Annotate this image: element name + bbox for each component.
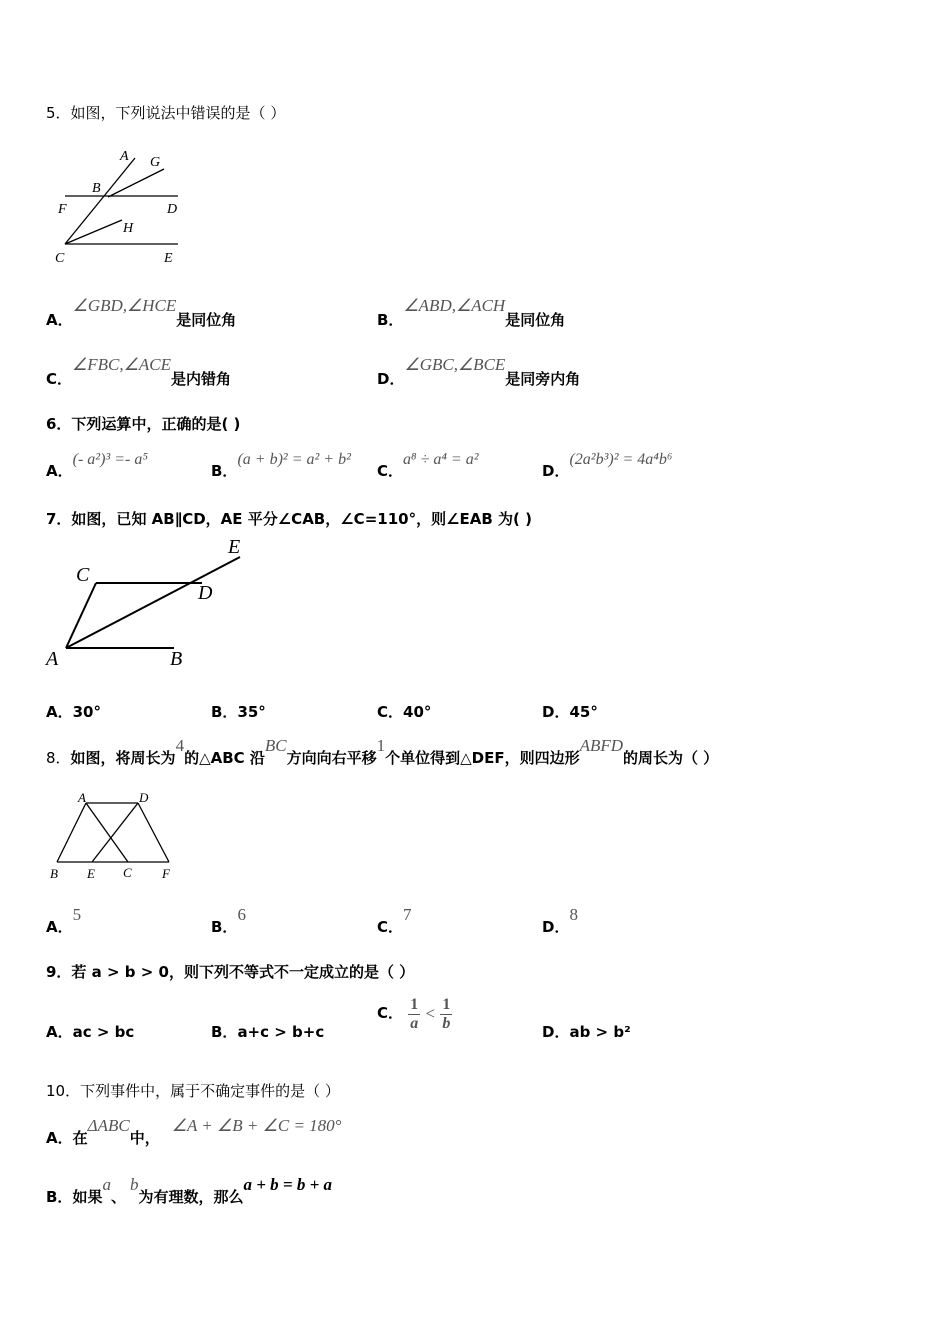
q10-stem: 10．下列事件中，属于不确定事件的是（ ） [46,1082,340,1100]
q5-figure [50,142,200,270]
q10-option-a: A．在ΔABC中，∠A + ∠B + ∠C = 180° [46,1116,342,1147]
q6-option-c: C．a⁸ ÷ a⁴ = a² [377,451,479,480]
label-c: C [76,564,90,586]
label-d: D [139,790,149,805]
q9-option-d: D．ab > b² [542,1023,631,1041]
line-ac [86,803,128,862]
q7-option-d: D．45° [542,703,598,721]
label-a: A [46,648,59,670]
label-e: E [164,251,173,266]
q5-stem: 5．如图，下列说法中错误的是（ ） [46,104,286,122]
q7-option-b: B．35° [211,703,266,721]
q10-option-b: B．如果a、b为有理数，那么a + b = b + a [46,1175,333,1206]
q9-option-c: C． $\frac{1}{a}$ < $\frac{1}{b}$ [377,996,451,1032]
label-b: B [92,181,101,196]
q7-option-a: A．30° [46,703,101,721]
q5-option-a: A．∠GBD,∠HCE是同位角 [46,296,237,329]
label-c: C [123,865,132,880]
q7-figure [44,535,254,675]
label-a: A [120,149,129,164]
line-ac [66,583,96,648]
q8-option-a: A．5 [46,905,82,936]
line-ae [66,557,240,648]
fraction-1-over-a: $\frac{1}{a}$ [410,996,419,1032]
q9-option-b: B．a+c > b+c [211,1023,325,1041]
line-ch [65,220,122,244]
q5-option-c: C．∠FBC,∠ACE是内错角 [46,355,231,388]
label-b: B [50,866,58,881]
label-g: G [150,155,161,170]
label-h: H [123,221,134,236]
q5-option-d: D．∠GBC,∠BCE是同旁内角 [377,355,581,388]
q7-stem: 7．如图，已知 AB∥CD，AE 平分∠CAB，∠C=110°，则∠EAB 为( ) [46,510,532,528]
q6-option-b: B．(a + b)² = a² + b² [211,451,351,480]
q9-stem: 9．若 a > b > 0，则下列不等式不一定成立的是（ ） [46,963,415,981]
label-b: B [170,648,183,670]
label-a: A [78,790,86,805]
label-e: E [87,866,95,881]
label-d: D [167,202,178,217]
label-d: D [198,582,213,604]
line-bg [108,169,164,197]
line-df [138,803,169,862]
q6-option-d: D．(2a²b³)² = 4a⁴b⁶ [542,451,673,480]
line-ba [57,803,86,862]
q7-option-c: C．40° [377,703,432,721]
label-f: F [162,866,170,881]
label-c: C [55,251,65,266]
fraction-1-over-b: $\frac{1}{b}$ [442,996,451,1032]
label-f: F [58,202,67,217]
q9-option-a: A．ac > bc [46,1023,135,1041]
q8-option-b: B．6 [211,905,246,936]
q6-option-a: A．(- a²)³ =- a⁵ [46,451,148,480]
label-e: E [228,536,241,558]
line-ed [92,803,138,862]
q6-stem: 6．下列运算中，正确的是( ) [46,415,241,433]
q8-stem: 8．如图，将周长为4的△ABC 沿BC方向向右平移1个单位得到△DEF，则四边形ABFD的周长为（ ） [46,736,719,767]
q8-option-d: D．8 [542,905,578,936]
q8-figure [44,790,184,885]
q8-option-c: C．7 [377,905,412,936]
q5-option-b: B．∠ABD,∠ACH是同位角 [377,296,566,329]
